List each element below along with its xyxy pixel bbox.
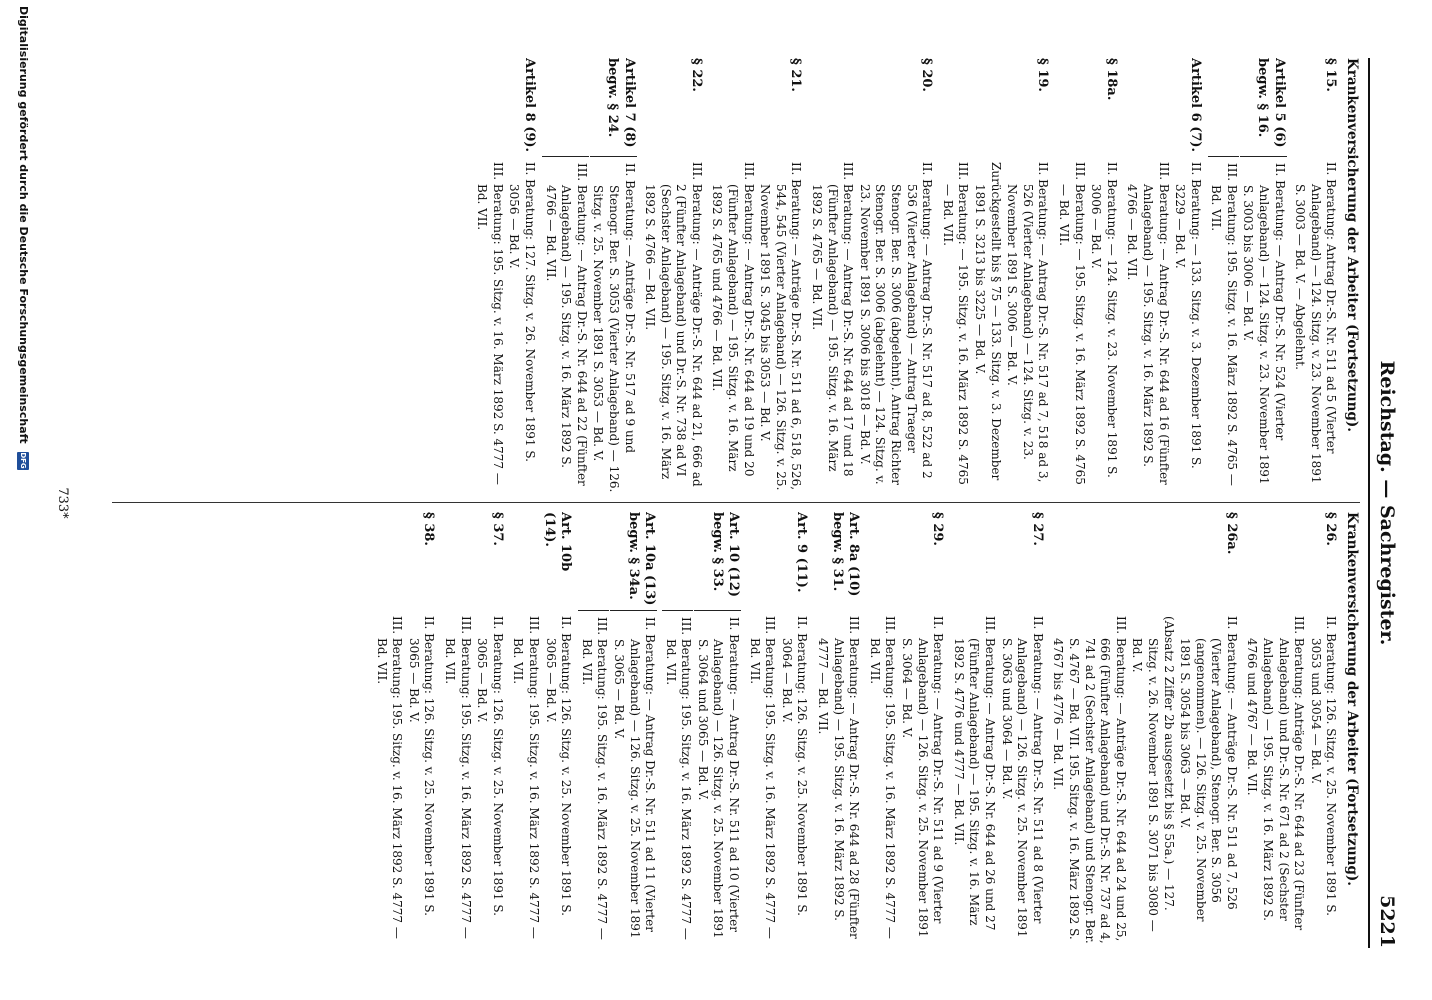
debate-citation: III. Beratung: 195. Sitzg. v. 16. März 1892 S. 4777 — Bd. VII. — [374, 616, 405, 939]
right-entry-list — [373, 512, 1338, 948]
right-column-title: Krankenversicherung der Arbeiter (Fortsetzung). — [1344, 512, 1360, 887]
register-entry — [808, 58, 934, 494]
section-reference: Artikel 8 (9). — [521, 58, 537, 153]
page-header — [1368, 58, 1414, 948]
section-reference: § 27. — [1029, 512, 1045, 546]
column-divider — [112, 502, 1360, 503]
debate-citation: III. Beratung: — Anträge Dr.-S. Nr. 644 ad 21, 666 ad 2 (Fünfter Anlageband) und Dr.-S. Nr. 738 ad VI (Sechster Anlageband) — 195. Sitzg. v. 16. März 1892 S. 4766 — Bd. VII. — [643, 162, 704, 487]
register-entry — [1244, 512, 1339, 948]
debate-citation: II. Beratung: Antrag Dr.-S. Nr. 511 ad 5 (Vierter Anlageband) — 124. Sitzg. v. 23. November 1891 S. 3003 — Bd. V. — Abgelehnt. — [1293, 162, 1339, 484]
section-reference: § 19. — [1035, 58, 1051, 92]
section-reference: Artikel 5 (6) begw. § 16. — [1255, 58, 1287, 148]
register-entry — [866, 512, 945, 948]
debate-citation: II. Beratung: 126. Sitzg. v. 25. November 1891 S. 3065 — Bd. V. — [543, 616, 574, 916]
debate-citation: II. Beratung: — Antrag Dr.-S. Nr. 511 ad 9 (Vierter Anlageband) — 126. Sitzg. v. 25. November 1891 S. 3064 — Bd. V. — [900, 616, 946, 938]
debate-citation: III. Beratung: 195. Sitzg. v. 16. März 1892 S. 4765 — Bd. VII. — [1208, 156, 1239, 494]
section-reference: Artikel 6 (7). — [1187, 58, 1203, 153]
debate-citation: III. Beratung: — Antrag Dr.-S. Nr. 644 ad 19 und 20 (Fünfter Anlageband) — 195. Sitzg. v. 16. März 1892 S. 4765 und 4766 — Bd. VII. — [710, 162, 756, 477]
debate-citation: III. Beratung: 195. Sitzg. v. 16. März 1892 S. 4777 — Bd. VII. — [442, 616, 473, 939]
register-entry — [1050, 512, 1239, 948]
debate-citation: III. Beratung: — Anträge Dr.-S. Nr. 644 ad 24 und 25, 666 (Fünfter Anlageband) und Dr.-S. Nr. 737 ad 4, 741 ad 2 (Sechster Anlageband) und Stenogr. Ber. S. 4767 — Bd. VII. 195. Sitzg. v. 16. März 1892 S. 4767 bis 4776 — Bd. VII. — [1051, 616, 1128, 944]
debate-citation: III. Beratung: 195. Sitzg. v. 16. März 1892 S. 4777 — Bd. VII. — [475, 162, 505, 485]
debate-citation: III. Beratung: — Antrag Dr.-S. Nr. 644 ad 17 und 18 (Fünfter Anlageband) — 195. Sitzg. v. 16. März 1892 S. 4765 — Bd. VII. — [810, 162, 856, 477]
register-entry — [1208, 58, 1287, 494]
register-entry — [578, 512, 657, 948]
debate-citation: II. Beratung: — Anträge Dr.-S. Nr. 511 ad 7, 526 (Vierter Anlageband), Stenogr. Ber. S. 3056 (angenommen). — 126. Sitzg. v. 25. November 1891 S. 3054 bis 3063 — Bd. V. — [1178, 616, 1239, 922]
register-entry — [950, 512, 1045, 948]
register-entry — [814, 512, 861, 948]
debate-citation: III. Beratung: — Antrag Dr.-S. Nr. 644 ad 22 (Fünfter Anlageband) — 195. Sitzg. v. 16. März 1892 S. 4766 — Bd. VII. — [542, 156, 589, 494]
debate-citation: III. Beratung: 195. Sitzg. v. 16. März 1892 S. 4777 — Bd. VII. — [747, 616, 778, 939]
debate-citation: II. Beratung: 126. Sitzg. v. 25. November 1891 S. 3065 — Bd. V. — [406, 616, 437, 916]
debate-citation: II. Beratung: — Anträge Dr.-S. Nr. 511 ad 6, 518, 526, 544, 545 (Vierter Anlageband) — 126. Sitzg. v. 25. November 1891 S. 3045 bis 3053 — Bd. V. — [758, 162, 804, 491]
left-column-title: Krankenversicherung der Arbeiter (Fortsetzung). — [1344, 58, 1360, 433]
debate-citation: II. Beratung: — Antrag Dr.-S. Nr. 511 ad 8 (Vierter Anlageband) — 126. Sitzg. v. 25. November 1891 S. 3063 und 3064 — Bd. V. — [999, 616, 1045, 938]
register-entry — [542, 58, 637, 494]
credit-text: Digitalisierung gefördert durch die Deutsche Forschungsgemeinschaft — [17, 6, 30, 444]
section-reference: § 26a. — [1223, 512, 1239, 555]
debate-citation: (Absatz 2 Ziffer 2b ausgesetzt bis § 55a.) — 127. Sitzg. v. 26. November 1891 S. 3071 bis 3080 — Bd. V. — [1130, 616, 1176, 932]
debate-citation: Zurückgestellt bis § 75 — 133. Sitzg. v. 3. Dezember 1891 S. 3213 bis 3225 — Bd. V. — [972, 162, 1003, 481]
debate-citation: III. Beratung: 195. Sitzg. v. 16. März 1892 S. 4777 — Bd. VII. — [511, 616, 541, 939]
section-reference: § 21. — [788, 58, 804, 92]
section-reference: § 15. — [1323, 58, 1339, 92]
section-reference: § 29. — [930, 512, 946, 546]
debate-citation: II. Beratung: — Antrag Dr.-S. Nr. 517 ad 8, 522 ad 2 536 (Vierter Anlageband) — Antrag Traeger Stenogr. Ber. S. 3006 (abgelehnt). Antrag Richter Stenogr. Ber. S. 3006 (abgelehnt) — 124. Sitzg. v. 23. November 1891 S. 3006 bis 3018 — Bd. V. — [857, 162, 935, 485]
section-reference: § 38. — [421, 512, 437, 546]
section-reference: Art. 10 (12) begw. § 33. — [709, 512, 742, 598]
folio-mark: 733* — [55, 487, 70, 519]
debate-citation: III. Beratung: — 195. Sitzg. v. 16. März 1892 S. 4765 — Bd. VII. — [940, 162, 971, 485]
dfg-logo-icon: DFG — [19, 452, 27, 469]
debate-citation: II. Beratung: 127. Sitzg. v. 26. November 1891 S. 3056 — Bd. V. — [507, 162, 537, 462]
debate-citation: III. Beratung: — Antrag Dr.-S. Nr. 644 ad 28 (Fünfter Anlageband) — 195. Sitzg. v. 16. März 1892 S. 4777 — Bd. VII. — [816, 616, 862, 939]
register-entry — [373, 512, 436, 948]
debate-citation: II. Beratung: — 124. Sitzg. v. 23. November 1891 S. 3006 — Bd. V. — [1089, 162, 1119, 478]
register-entry — [1124, 58, 1203, 494]
left-column — [112, 58, 1360, 494]
debate-citation: III. Beratung: — Antrag Dr.-S. Nr. 644 ad 16 (Fünfter Anlageband) — 195. Sitzg. v. 16. März 1892 S. 4766 — Bd. VII. — [1125, 162, 1171, 485]
debate-citation: II. Beratung: — Anträge Dr.-S. Nr. 517 ad 9 und Stenogr. Ber. S. 3053 (Vierter Anlageband) — 126. Sitzg. v. 25. November 1891 S. 3053 — Bd. V. — [590, 156, 637, 494]
debate-citation: II. Beratung: — Antrag Dr.-S. Nr. 511 ad 10 (Vierter Anlageband) — 126. Sitzg. v. 25. November 1891 S. 3064 und 3065 — Bd. V. — [694, 610, 741, 948]
section-reference: Art. 10b (14). — [541, 512, 574, 572]
section-reference: § 20. — [919, 58, 935, 92]
header-title: Reichstag. — Sachregister. — [1376, 360, 1398, 646]
register-entry — [662, 512, 741, 948]
right-column — [112, 512, 1360, 948]
register-entry — [1055, 58, 1118, 494]
debate-citation: II. Beratung: — Antrag Dr.-S. Nr. 517 ad 7, 518 ad 3, 526 (Vierter Anlageband) — 124. Sitzg. v. 23. November 1891 S. 3006 — Bd. V. — [1005, 162, 1051, 483]
register-entry — [709, 58, 804, 494]
section-reference: § 26. — [1323, 512, 1339, 546]
debate-citation: II. Beratung: — Antrag Dr.-S. Nr. 511 ad 11 (Vierter Anlageband) — 126. Sitzg. v. 25. November 1891 S. 3065 — Bd. V. — [610, 610, 657, 948]
register-entry — [939, 58, 1050, 494]
debate-citation: II. Beratung: — Antrag Dr.-S. Nr. 524 (Vierter Anlageband) — 124. Sitzg. v. 23. November 1891 S. 3003 bis 3006 — Bd. V. — [1240, 156, 1287, 494]
section-reference: § 37. — [489, 512, 505, 546]
debate-citation: III. Beratung: 195. Sitzg. v. 16. März 1892 S. 4777 — Bd. VII. — [867, 616, 898, 939]
section-reference: Art. 8a (10) begw. § 31. — [829, 512, 862, 597]
digitization-credit — [17, 6, 30, 470]
section-reference: § 18a. — [1103, 58, 1119, 101]
register-entry — [746, 512, 809, 948]
section-reference: Art. 10a (13) begw. § 34a. — [625, 512, 658, 606]
section-reference: § 22. — [688, 58, 704, 92]
debate-citation: II. Beratung: 126. Sitzg. v. 25. November 1891 S. 3065 — Bd. V. — [475, 616, 505, 916]
register-entry — [510, 512, 573, 948]
debate-citation: III. Beratung: 195. Sitzg. v. 16. März 1892 S. 4777 — Bd. VII. — [578, 610, 609, 948]
debate-citation: II. Beratung: 126. Sitzg. v. 25. November 1891 S. 3053 und 3054 — Bd. V. — [1308, 616, 1339, 916]
section-reference: Art. 9 (11). — [794, 512, 810, 593]
page-number: 5221 — [1376, 895, 1398, 948]
debate-citation: III. Beratung: 195. Sitzg. v. 16. März 1892 S. 4777 — Bd. VII. — [662, 610, 693, 948]
debate-citation: III. Beratung: Anträge Dr.-S. Nr. 644 ad 23 (Fünfter Anlageband) und Dr.-S. Nr. 671 ad 2 (Sechster Anlageband) — 195. Sitzg. v. 16. März 1892 S. 4766 und 4767 — Bd. VII. — [1245, 616, 1307, 931]
debate-citation: II. Beratung: — 133. Sitzg. v. 3. Dezember 1891 S. 3229 — Bd. V. — [1173, 162, 1203, 469]
debate-citation: III. Beratung: — Antrag Dr.-S. Nr. 644 ad 26 und 27 (Fünfter Anlageband) — 195. Sitzg. v. 16. März 1892 S. 4776 und 4777 — Bd. VII. — [951, 616, 997, 931]
register-entry — [642, 58, 704, 494]
register-entry — [1292, 58, 1339, 494]
register-entry — [441, 512, 504, 948]
section-reference: Artikel 7 (8) begw. § 24. — [605, 58, 637, 148]
debate-citation: III. Beratung: — 195. Sitzg. v. 16. März 1892 S. 4765 — Bd. VII. — [1056, 162, 1087, 485]
left-entry-list — [474, 58, 1339, 494]
debate-citation: II. Beratung: 126. Sitzg. v. 25. November 1891 S. 3064 — Bd. V. — [779, 616, 810, 916]
register-entry — [474, 58, 537, 494]
